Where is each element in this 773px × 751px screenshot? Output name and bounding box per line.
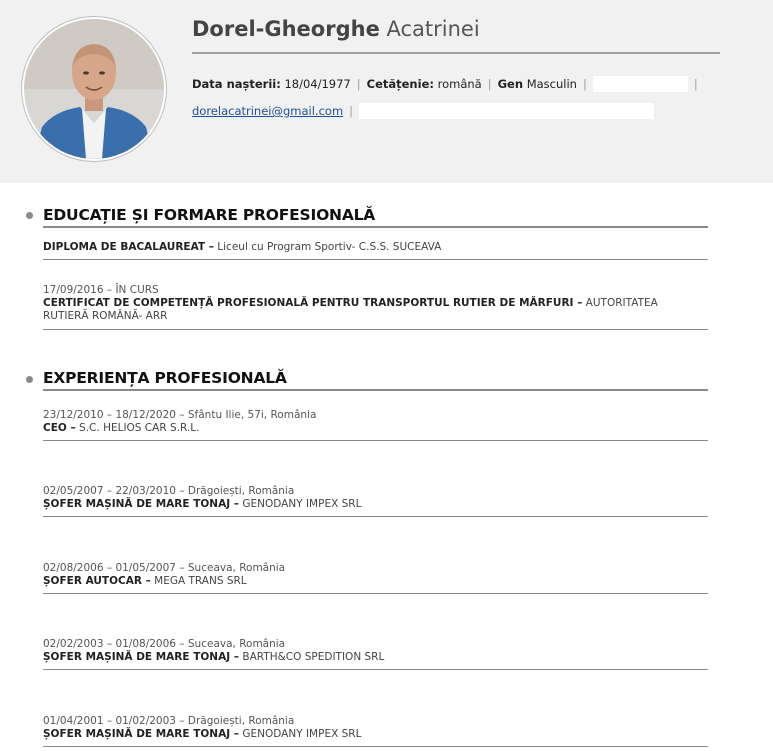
separator: | bbox=[582, 77, 587, 91]
entry-title: ȘOFER AUTOCAR – bbox=[43, 575, 151, 587]
entry-organization: AUTORITATEA RUTIERĂ ROMÂNĂ- ARR bbox=[43, 297, 658, 322]
entry-organization: GENODANY IMPEX SRL bbox=[239, 498, 362, 510]
redacted-field bbox=[593, 76, 688, 92]
entry-date: 23/12/2010 – 18/12/2020 – Sfântu Ilie, 57i, România bbox=[43, 409, 317, 421]
gender-label: Gen bbox=[497, 77, 524, 91]
entry-divider bbox=[43, 516, 708, 517]
entry-divider bbox=[43, 440, 708, 441]
entry-date: 01/04/2001 – 01/02/2003 – Drăgoiești, România bbox=[43, 715, 295, 727]
entry-organization: MEGA TRANS SRL bbox=[150, 575, 247, 587]
entry-divider bbox=[43, 746, 708, 747]
section-bullet bbox=[26, 376, 33, 383]
entry-organization: S.C. HELIOS CAR S.R.L. bbox=[75, 422, 200, 434]
name-divider bbox=[192, 52, 720, 54]
cv-header bbox=[0, 0, 773, 183]
separator: | bbox=[349, 104, 354, 118]
email-link[interactable]: dorelacatrinei@gmail.com bbox=[192, 104, 344, 118]
education-entry bbox=[43, 284, 683, 323]
separator: | bbox=[356, 77, 361, 91]
experience-entry bbox=[43, 638, 683, 664]
separator: | bbox=[487, 77, 492, 91]
education-section-rule bbox=[43, 226, 708, 228]
entry-organization: Liceul cu Program Sportiv- C.S.S. SUCEAVA bbox=[213, 241, 442, 253]
entry-date: 02/02/2003 – 01/08/2006 – Suceava, România bbox=[43, 638, 286, 650]
separator: | bbox=[693, 77, 698, 91]
entry-organization: GENODANY IMPEX SRL bbox=[239, 728, 362, 740]
entry-divider bbox=[43, 259, 708, 260]
experience-section-title: EXPERIENȚA PROFESIONALĂ bbox=[43, 369, 287, 387]
citizenship-label: Cetățenie: bbox=[366, 77, 434, 91]
entry-date: 02/08/2006 – 01/05/2007 – Suceava, România bbox=[43, 562, 286, 574]
experience-entry bbox=[43, 715, 683, 741]
entry-date: 17/09/2016 – ÎN CURS bbox=[43, 284, 159, 296]
redacted-field bbox=[359, 103, 654, 119]
entry-organization: BARTH&CO SPEDITION SRL bbox=[239, 651, 385, 663]
person-portrait-icon bbox=[24, 19, 164, 159]
entry-title: ȘOFER MAȘINĂ DE MARE TONAJ – bbox=[43, 728, 240, 740]
entry-divider bbox=[43, 329, 708, 330]
entry-date: 02/05/2007 – 22/03/2010 – Drăgoiești, România bbox=[43, 485, 295, 497]
contact-row bbox=[192, 103, 654, 119]
full-name bbox=[192, 14, 480, 44]
entry-title: ȘOFER MAȘINĂ DE MARE TONAJ – bbox=[43, 651, 240, 663]
entry-title: CERTIFICAT DE COMPETENȚĂ PROFESIONALĂ PENTRU TRANSPORTUL RUTIER DE MĂRFURI – bbox=[43, 297, 583, 309]
experience-entry bbox=[43, 562, 683, 588]
education-section-title: EDUCAȚIE ȘI FORMARE PROFESIONALĂ bbox=[43, 206, 376, 224]
education-entry bbox=[43, 241, 683, 254]
birth-label: Data nașterii: bbox=[192, 77, 281, 91]
last-name: Acatrinei bbox=[386, 17, 480, 41]
entry-title: ȘOFER MAȘINĂ DE MARE TONAJ – bbox=[43, 498, 240, 510]
gender-value: Masculin bbox=[526, 77, 577, 91]
profile-photo bbox=[21, 16, 167, 162]
entry-divider bbox=[43, 593, 708, 594]
personal-info-row bbox=[192, 76, 704, 92]
citizenship-value: română bbox=[437, 77, 482, 91]
experience-entry bbox=[43, 485, 683, 511]
first-name: Dorel-Gheorghe bbox=[192, 17, 380, 41]
experience-entry bbox=[43, 409, 683, 435]
birth-value: 18/04/1977 bbox=[284, 77, 351, 91]
entry-title: CEO – bbox=[43, 422, 76, 434]
section-bullet bbox=[26, 212, 33, 219]
entry-title: DIPLOMA DE BACALAUREAT – bbox=[43, 241, 214, 253]
entry-divider bbox=[43, 669, 708, 670]
experience-section-rule bbox=[43, 389, 708, 391]
